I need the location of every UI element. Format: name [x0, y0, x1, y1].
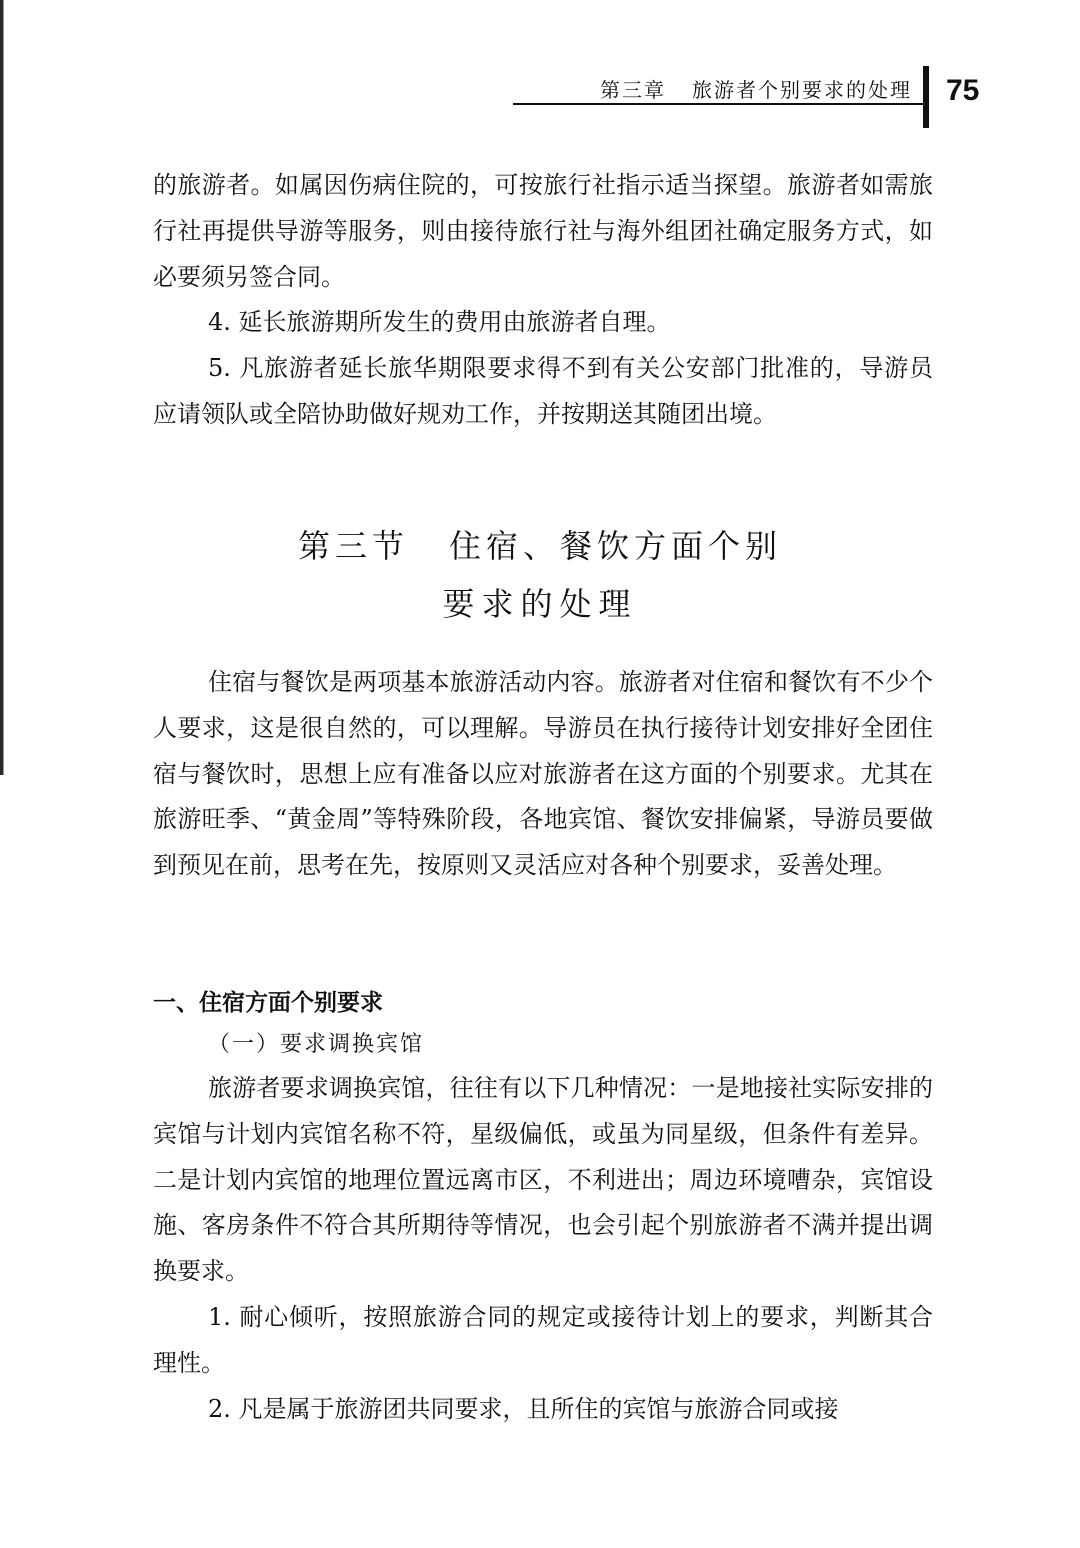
section-title-line-1: 住宿、餐饮方面个别 — [449, 527, 783, 565]
paragraph: 旅游者要求调换宾馆，往往有以下几种情况：一是地接社实际安排的宾馆与计划内宾馆名称不符，星级偏低，或虽为同星级，但条件有差异。二是计划内宾馆的地理位置远离市区，不利进出；周边环境嘈杂，宾馆设施、客房条件不符合其所期待等情况，也会引起个别旅游者不满并提出调换要求。 — [153, 1074, 933, 1286]
chapter-title: 旅游者个别要求的处理 — [692, 78, 912, 102]
header-rule — [513, 103, 923, 105]
body-text — [153, 1066, 933, 1432]
section-title — [0, 521, 1080, 567]
page-number: 75 — [946, 74, 980, 107]
paragraph: 的旅游者。如属因伤病住院的，可按旅行社指示适当探望。旅游者如需旅行社再提供导游等服务，则由接待旅行社与海外组团社确定服务方式，如必要须另签合同。 — [153, 171, 933, 291]
scan-edge-highlight — [3, 0, 4, 775]
section-title-line-2: 要求的处理 — [442, 585, 638, 623]
header-vertical-bar — [923, 66, 929, 128]
chapter-number: 第三章 — [600, 78, 666, 102]
paragraph: 2. 凡是属于旅游团共同要求，且所住的宾馆与旅游合同或接 — [208, 1394, 839, 1423]
intro-text — [153, 660, 933, 889]
sub-subsection-heading: （一）要求调换宾馆 — [208, 1032, 425, 1057]
section-number: 第三节 — [297, 527, 409, 565]
paragraph: 5. 凡旅游者延长旅华期限要求得不到有关公安部门批准的，导游员应请领队或全陪协助做好规劝工作，并按期送其随团出境。 — [153, 354, 933, 428]
paragraph: 4. 延长旅游期所发生的费用由旅游者自理。 — [208, 308, 671, 337]
paragraph: 住宿与餐饮是两项基本旅游活动内容。旅游者对住宿和餐饮有不少个人要求，这是很自然的，可以理解。导游员在执行接待计划安排好全团住宿与餐饮时，思想上应有准备以应对旅游者在这方面的个别要求。尤其在旅游旺季、“黄金周”等特殊阶段，各地宾馆、餐饮安排偏紧，导游员要做到预见在前，思考在先，按原则又灵活应对各种个别要求，妥善处理。 — [153, 668, 933, 880]
running-header — [600, 74, 912, 103]
continued-text — [153, 163, 933, 438]
subsection-heading: 一、住宿方面个别要求 — [153, 990, 383, 1016]
paragraph: 1. 耐心倾听，按照旅游合同的规定或接待计划上的要求，判断其合理性。 — [153, 1302, 933, 1377]
